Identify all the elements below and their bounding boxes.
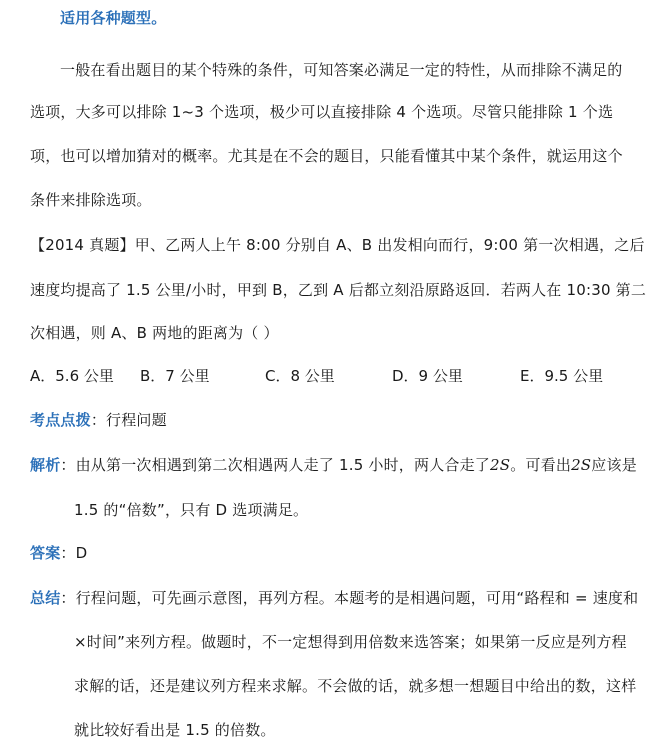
zongjie-sep: ：: [60, 589, 76, 607]
jiexi-text-a: 由从第一次相遇到第二次相遇两人走了 1.5 小时，两人合走了: [75, 456, 491, 474]
kaodian-text: 行程问题: [106, 411, 167, 429]
zongjie-line-4: 就比较好看出是 1.5 的倍数。: [74, 721, 276, 739]
option-e: E．9.5 公里: [520, 367, 604, 385]
question-line-3: 次相遇，则 A、B 两地的距离为（ ）: [30, 324, 279, 342]
zongjie-line-2: ×时间”来列方程。做题时，不一定想得到用倍数来选答案；如果第一反应是列方程: [74, 633, 627, 651]
jiexi-text-b: 。可看出: [510, 456, 572, 474]
jiexi-text-c: 应该是: [591, 456, 637, 474]
jiexi-math-2: 2S: [571, 456, 592, 474]
daan-row: [30, 543, 87, 563]
option-d: D．9 公里: [392, 367, 463, 385]
kaodian-sep: ：: [90, 411, 107, 429]
daan-label: 答案: [30, 544, 61, 562]
question-line-1: 【2014 真题】甲、乙两人上午 8:00 分别自 A、B 出发相向而行，9:00 第一次相遇，之后: [30, 236, 645, 254]
option-a: A．5.6 公里: [30, 367, 114, 385]
intro-line-2: 选项，大多可以排除 1~3 个选项，极少可以直接排除 4 个选项。尽管只能排除 1 个选: [30, 103, 614, 121]
jiexi-sep: ：: [60, 456, 76, 474]
kaodian-row: [30, 410, 167, 430]
jiexi-row: [30, 455, 637, 475]
zongjie-label: 总结: [30, 589, 61, 607]
jiexi-math-1: 2S: [490, 456, 511, 474]
daan-text: D: [75, 544, 88, 562]
kaodian-label: 考点点拨: [30, 411, 91, 429]
intro-line-1: 一般在看出题目的某个特殊的条件，可知答案必满足一定的特性，从而排除不满足的: [60, 61, 623, 79]
option-b: B．7 公里: [140, 367, 210, 385]
zongjie-line-1: 行程问题，可先画示意图，再列方程。本题考的是相遇问题，可用“路程和 = 速度和: [75, 589, 639, 607]
daan-sep: ：: [60, 544, 76, 562]
intro-line-4: 条件来排除选项。: [30, 191, 152, 209]
jiexi-label: 解析: [30, 456, 61, 474]
zongjie-row: [30, 588, 638, 608]
option-c: C．8 公里: [265, 367, 335, 385]
section-heading: 适用各种题型。: [60, 9, 167, 27]
question-line-2: 速度均提高了 1.5 公里/小时，甲到 B，乙到 A 后都立刻沿原路返回．若两人在 10:30 第二: [30, 281, 647, 299]
zongjie-line-3: 求解的话，还是建议列方程来求解。不会做的话，就多想一想题目中给出的数，这样: [74, 677, 637, 695]
intro-line-3: 项，也可以增加猜对的概率。尤其是在不会的题目，只能看懂其中某个条件，就运用这个: [30, 147, 623, 165]
jiexi-line-2: 1.5 的“倍数”，只有 D 选项满足。: [74, 501, 309, 519]
